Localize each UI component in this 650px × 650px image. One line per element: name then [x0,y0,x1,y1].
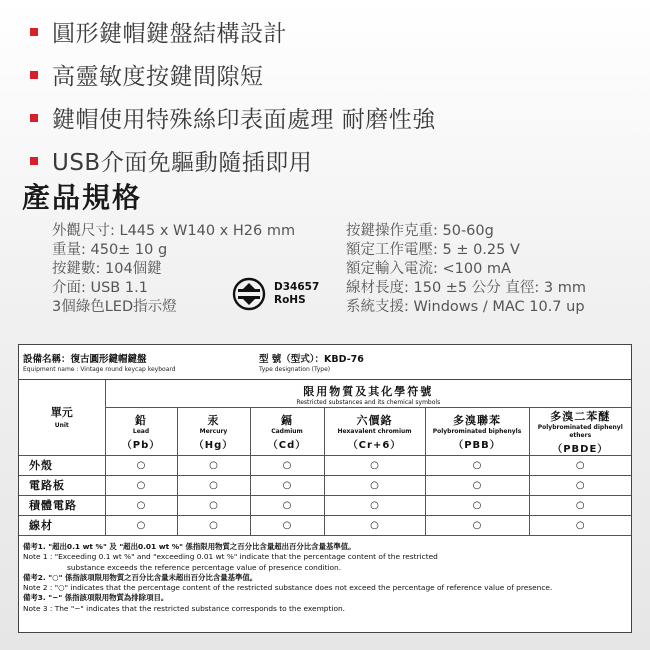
substance-en: Cadmium [271,427,303,435]
compliance-mark: ○ [250,455,324,475]
note-line: substance exceeds the reference percentage value of presence condition. [67,562,342,572]
compliance-mark: ○ [177,515,250,535]
restricted-title [105,379,631,407]
spec-title: 產品規格 [22,181,143,214]
table-row [19,515,631,535]
spec-item: 重量: 450± 10 g [52,242,168,258]
certification-code: D34657 [274,281,320,293]
substance-symbol: （PBB） [453,439,501,451]
equipment-name-en: Equipment name : Vintage round keycap keyboard [23,366,176,373]
row-label: 外殼 [19,455,105,475]
compliance-mark: ○ [529,495,631,515]
compliance-mark: ○ [105,495,177,515]
row-label: 線材 [19,515,105,535]
bullet-icon [30,114,38,122]
rohs-label: RoHS [274,294,306,306]
feature-item [30,53,436,96]
restricted-title-zh: 限用物質及其化學符號 [303,384,434,398]
spec-item: 按鍵數: 104個鍵 [52,261,162,277]
spec-item: 外觀尺寸: L445 x W140 x H26 mm [52,223,296,239]
feature-item [30,96,436,139]
compliance-mark: ○ [105,455,177,475]
spec-list-right [346,222,586,317]
certification-text [274,281,319,307]
table-row [19,495,631,515]
type-zh: 型 號（型式）：KBD-76 [259,354,364,365]
unit-header [19,379,105,455]
spec-item: 額定工作電壓: 5 ± 0.25 V [346,242,520,258]
compliance-mark: ○ [177,475,250,495]
bullet-icon [30,71,38,79]
type-designation [259,351,364,373]
table-row [19,455,631,475]
feature-text: 圓形鍵帽鍵盤結構設計 [52,21,287,47]
compliance-mark: ○ [250,515,324,535]
feature-list [30,10,436,182]
substance-zh: 鉛 [135,413,147,427]
substance-en: Hexavalent chromium [337,427,412,435]
bullet-icon [30,157,38,165]
substance-symbol: （Pb） [121,439,161,451]
compliance-mark: ○ [425,495,529,515]
substance-header [529,407,631,455]
equipment-name-zh: 設備名稱：復古圓形鍵帽鍵盤 [23,354,147,365]
spec-item: 3個綠色LED指示燈 [52,299,177,315]
compliance-mark: ○ [529,455,631,475]
restricted-title-en: Restricted substances and its chemical symbols [296,398,441,406]
type-en: Type designation (Type) [259,366,331,373]
substance-en: Lead [132,427,150,435]
note-line: 備考1. "超出0.1 wt %" 及 "超出0.01 wt %" 係指限用物質之百分比含量超出百分比含量基準值。 [23,542,356,551]
table-header [19,345,631,380]
substance-symbol: （Cd） [267,439,307,451]
compliance-mark: ○ [250,475,324,495]
note-line: Note 2 : "○" indicates that the percentage content of the restricted substance does not exceed the percentage of reference value of presence. [23,583,553,593]
compliance-mark: ○ [324,475,425,495]
rohs-table-panel [18,344,632,633]
feature-text: 高靈敏度按鍵間隙短 [52,64,264,90]
row-label: 積體電路 [19,495,105,515]
substance-header [425,407,529,455]
feature-item [30,10,436,53]
spec-item: 線材長度: 150 ±5 公分 直徑: 3 mm [346,280,586,296]
compliance-mark: ○ [324,515,425,535]
note-line: Note 1 : "Exceeding 0.1 wt %" and "exceeding 0.01 wt %" indicate that the percentage content of the restricted [23,552,438,562]
unit-en: Unit [54,422,69,430]
note-line: Note 3 : The "−" indicates that the restricted substance corresponds to the exemption. [23,603,345,613]
spec-item: 介面: USB 1.1 [52,280,148,296]
compliance-mark: ○ [425,455,529,475]
substance-zh: 鎘 [281,413,293,427]
substance-header [105,407,177,455]
compliance-mark: ○ [250,495,324,515]
compliance-mark: ○ [324,495,425,515]
compliance-mark: ○ [324,455,425,475]
note-line: 備考3. "−" 係指該項限用物質為排除項目。 [23,593,169,603]
compliance-mark: ○ [529,515,631,535]
substance-zh: 汞 [207,413,220,427]
substance-en: Mercury [199,427,228,435]
row-label: 電路板 [19,475,105,495]
table-row [19,475,631,495]
substance-en: Polybrominated biphenyls [432,427,522,435]
compliance-mark: ○ [105,475,177,495]
bullet-icon [30,28,38,36]
compliance-mark: ○ [177,495,250,515]
substance-zh: 六價鉻 [356,413,393,427]
spec-item: 按鍵操作克重: 50-60g [346,223,494,239]
compliance-mark: ○ [425,475,529,495]
compliance-mark: ○ [177,455,250,475]
substance-en: Polybrominated diphenyl ethers [537,423,623,439]
substance-symbol: （Hg） [193,439,234,451]
unit-zh: 單元 [50,406,73,420]
feature-text: USB介面免驅動隨插即用 [52,150,313,176]
substance-symbol: （PBDE） [552,443,609,455]
compliance-mark: ○ [425,515,529,535]
bsmi-certification-icon [232,277,266,311]
substance-header [324,407,425,455]
substance-symbol: （Cr+6） [347,439,402,451]
spec-item: 額定輸入電流: <100 mA [346,261,511,277]
spec-item: 系統支援: Windows / MAC 10.7 up [346,299,585,315]
compliance-mark: ○ [105,515,177,535]
substance-zh: 多溴二苯醚 [550,409,611,423]
equipment-name [23,351,176,373]
compliance-mark: ○ [529,475,631,495]
table-row [19,407,631,455]
substance-zh: 多溴聯苯 [453,413,501,427]
feature-text: 鍵帽使用特殊絲印表面處理 耐磨性強 [52,107,436,133]
substance-header [177,407,250,455]
restricted-substances-table [19,379,631,536]
notes-section [23,542,627,614]
substance-header [250,407,324,455]
note-line: 備考2. "○" 係指該項限用物質之百分比含量未超出百分比含量基準值。 [23,572,258,582]
table-row [19,379,631,407]
